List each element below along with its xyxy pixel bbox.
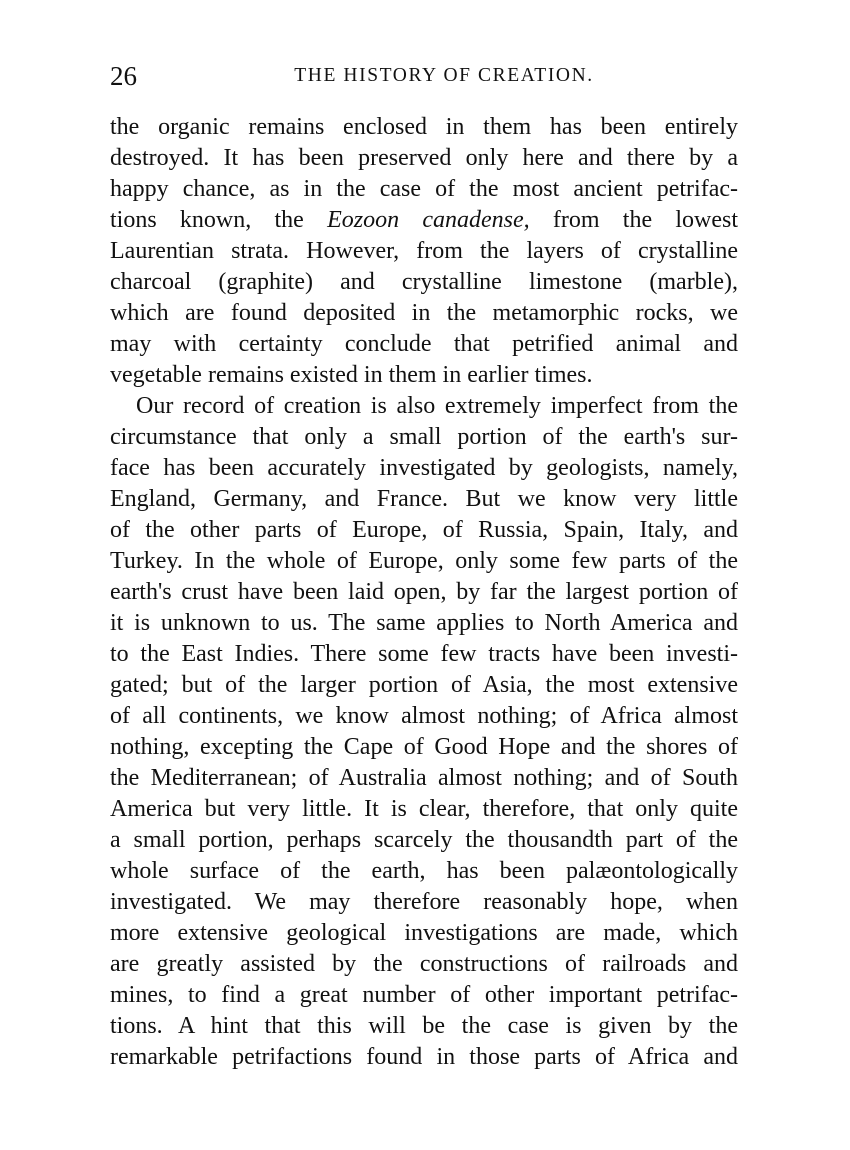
text-line: vegetable remains existed in them in earlier times. bbox=[110, 362, 593, 388]
text-line: tions. A hint that this will be the case is given by the bbox=[110, 1013, 738, 1039]
text-line: destroyed. It has been preserved only here and there by a bbox=[110, 145, 738, 171]
text-line: more extensive geological investigations are made, which bbox=[110, 920, 738, 946]
body-text bbox=[110, 112, 738, 1073]
text-line: a small portion, perhaps scarcely the thousandth part of the bbox=[110, 827, 738, 853]
taxon-name: Eozoon canadense, bbox=[327, 207, 530, 233]
text-line: America but very little. It is clear, therefore, that only quite bbox=[110, 796, 738, 822]
text-line: Laurentian strata. However, from the layers of crystalline bbox=[110, 238, 738, 264]
text-line: earth's crust have been laid open, by far the largest portion of bbox=[110, 579, 738, 605]
text-line: circumstance that only a small portion of the earth's sur- bbox=[110, 424, 738, 450]
text-line: may with certainty conclude that petrified animal and bbox=[110, 331, 738, 357]
text-line: England, Germany, and France. But we know very little bbox=[110, 486, 738, 512]
text-line: mines, to find a great number of other important petrifac- bbox=[110, 982, 738, 1008]
text-line: happy chance, as in the case of the most ancient petrifac- bbox=[110, 176, 738, 202]
text-line: are greatly assisted by the constructions of railroads and bbox=[110, 951, 738, 977]
text-line: it is unknown to us. The same applies to North America and bbox=[110, 610, 738, 636]
text-line: investigated. We may therefore reasonably hope, when bbox=[110, 889, 738, 915]
text-line: remarkable petrifactions found in those parts of Africa and bbox=[110, 1044, 738, 1070]
text-line: gated; but of the larger portion of Asia, the most extensive bbox=[110, 672, 738, 698]
text-segment: from the lowest bbox=[529, 207, 738, 233]
text-segment: tions known, the bbox=[110, 207, 328, 233]
text-line: Our record of creation is also extremely imperfect from the bbox=[136, 393, 738, 419]
text-line: face has been accurately investigated by geologists, namely, bbox=[110, 455, 738, 481]
running-title: THE HISTORY OF CREATION. bbox=[294, 65, 594, 86]
text-line: of the other parts of Europe, of Russia, Spain, Italy, and bbox=[110, 517, 738, 543]
text-line bbox=[110, 205, 738, 236]
running-head bbox=[110, 58, 738, 94]
text-line: the Mediterranean; of Australia almost nothing; and of South bbox=[110, 765, 738, 791]
page-number: 26 bbox=[110, 61, 137, 91]
text-line: which are found deposited in the metamorphic rocks, we bbox=[110, 300, 738, 326]
text-line: nothing, excepting the Cape of Good Hope and the shores of bbox=[110, 734, 738, 760]
text-line: of all continents, we know almost nothing; of Africa almost bbox=[110, 703, 738, 729]
text-line: charcoal (graphite) and crystalline limestone (marble), bbox=[110, 269, 738, 295]
text-line: to the East Indies. There some few tracts have been investi- bbox=[110, 641, 738, 667]
text-line: the organic remains enclosed in them has been entirely bbox=[110, 114, 738, 140]
text-line: Turkey. In the whole of Europe, only some few parts of the bbox=[110, 548, 738, 574]
text-line: whole surface of the earth, has been palæontologically bbox=[110, 858, 738, 884]
